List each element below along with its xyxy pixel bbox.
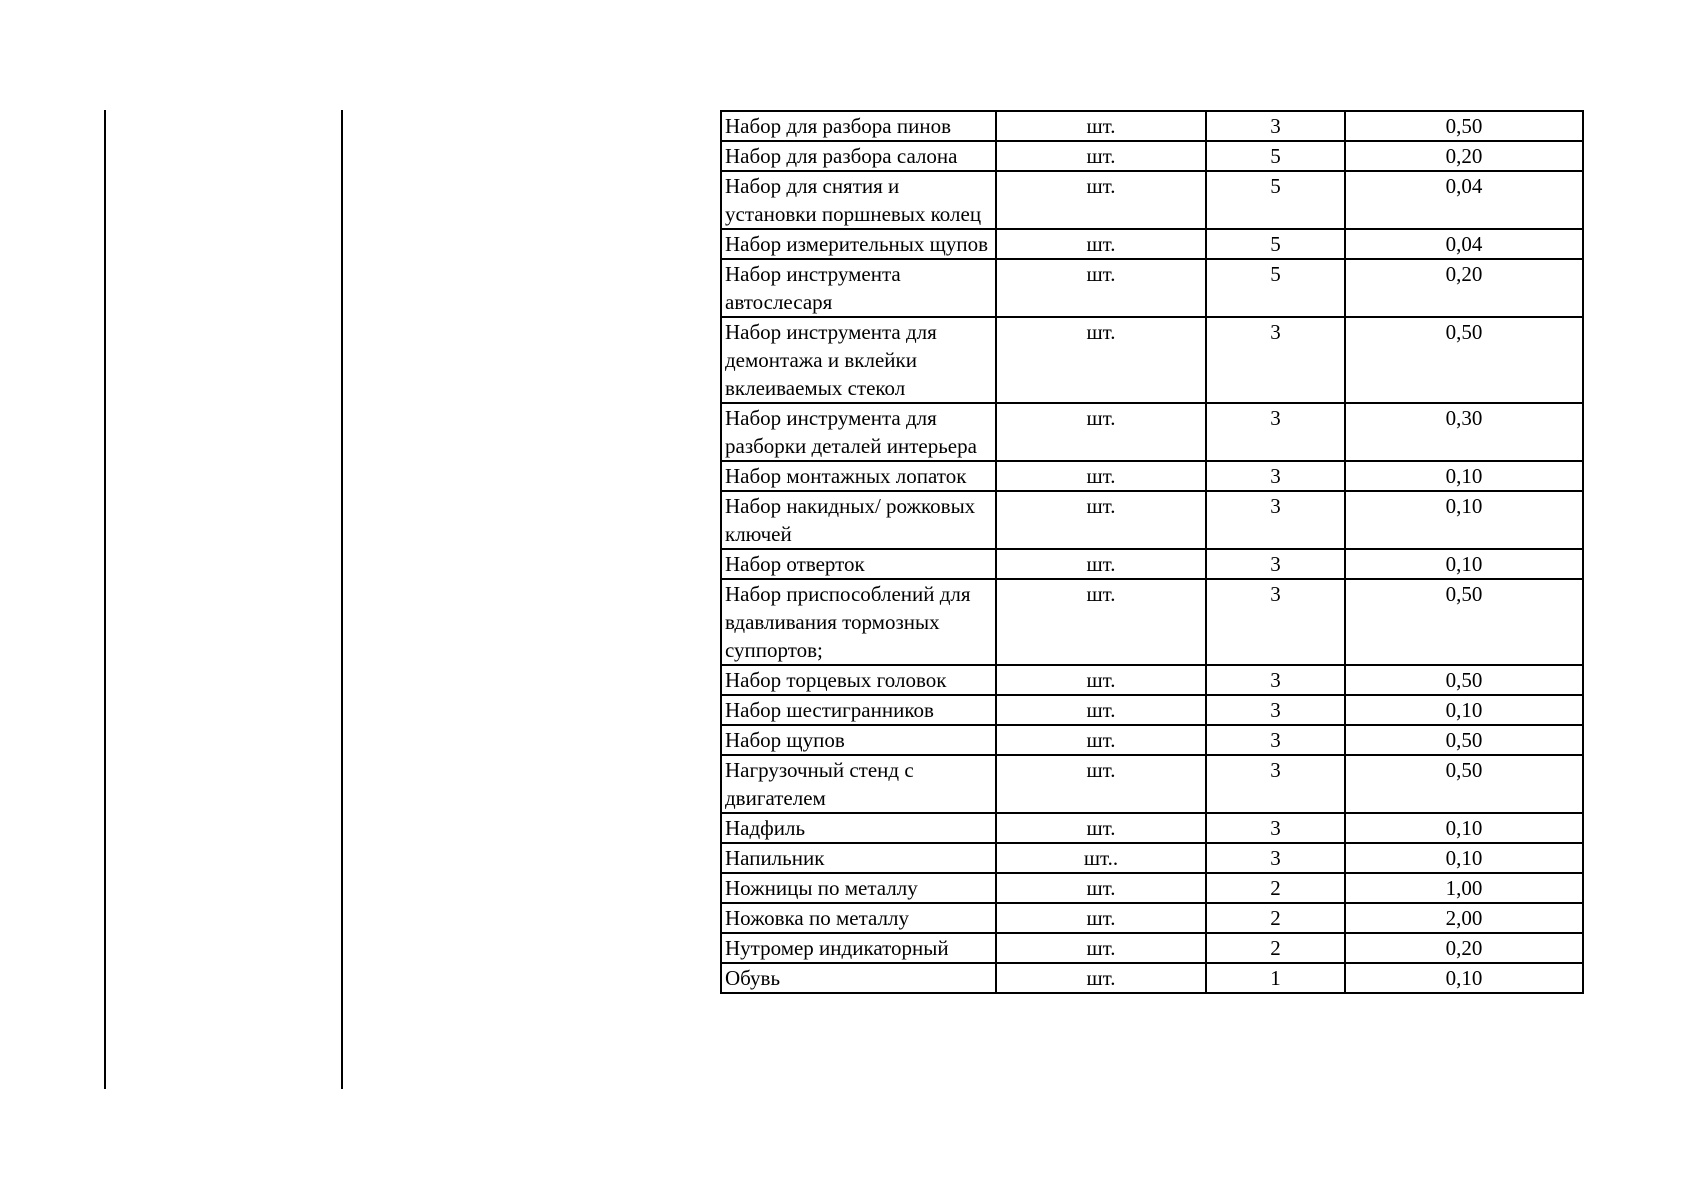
item-name-cell: Набор щупов bbox=[721, 725, 996, 755]
unit-cell: шт. bbox=[996, 695, 1206, 725]
unit-cell: шт. bbox=[996, 141, 1206, 171]
equipment-table bbox=[720, 110, 1584, 994]
value-cell: 2,00 bbox=[1345, 903, 1583, 933]
unit-cell: шт. bbox=[996, 933, 1206, 963]
unit-cell: шт. bbox=[996, 813, 1206, 843]
table-row bbox=[721, 111, 1583, 141]
unit-cell: шт. bbox=[996, 873, 1206, 903]
unit-cell: шт. bbox=[996, 229, 1206, 259]
unit-cell: шт. bbox=[996, 171, 1206, 229]
quantity-cell: 1 bbox=[1206, 963, 1345, 993]
table-row bbox=[721, 963, 1583, 993]
table-row bbox=[721, 665, 1583, 695]
table-row bbox=[721, 549, 1583, 579]
unit-cell: шт. bbox=[996, 111, 1206, 141]
quantity-cell: 3 bbox=[1206, 461, 1345, 491]
value-cell: 0,10 bbox=[1345, 963, 1583, 993]
table-row bbox=[721, 695, 1583, 725]
value-cell: 0,50 bbox=[1345, 111, 1583, 141]
table-row bbox=[721, 461, 1583, 491]
table-row bbox=[721, 725, 1583, 755]
quantity-cell: 3 bbox=[1206, 843, 1345, 873]
quantity-cell: 2 bbox=[1206, 933, 1345, 963]
table-row bbox=[721, 873, 1583, 903]
unit-cell: шт. bbox=[996, 725, 1206, 755]
unit-cell: шт. bbox=[996, 755, 1206, 813]
value-cell: 0,10 bbox=[1345, 491, 1583, 549]
item-name-cell: Набор шестигранников bbox=[721, 695, 996, 725]
value-cell: 0,04 bbox=[1345, 229, 1583, 259]
unit-cell: шт. bbox=[996, 461, 1206, 491]
quantity-cell: 5 bbox=[1206, 171, 1345, 229]
item-name-cell: Надфиль bbox=[721, 813, 996, 843]
item-name-cell: Обувь bbox=[721, 963, 996, 993]
item-name-cell: Набор измерительных щупов bbox=[721, 229, 996, 259]
quantity-cell: 3 bbox=[1206, 403, 1345, 461]
unit-cell: шт. bbox=[996, 903, 1206, 933]
value-cell: 0,50 bbox=[1345, 755, 1583, 813]
value-cell: 0,50 bbox=[1345, 725, 1583, 755]
value-cell: 0,20 bbox=[1345, 141, 1583, 171]
value-cell: 1,00 bbox=[1345, 873, 1583, 903]
quantity-cell: 3 bbox=[1206, 725, 1345, 755]
unit-cell: шт. bbox=[996, 665, 1206, 695]
item-name-cell: Набор инструмента для демонтажа и вклейки вклеиваемых стекол bbox=[721, 317, 996, 403]
item-name-cell: Напильник bbox=[721, 843, 996, 873]
unit-cell: шт. bbox=[996, 259, 1206, 317]
table-row bbox=[721, 229, 1583, 259]
quantity-cell: 2 bbox=[1206, 873, 1345, 903]
table-row bbox=[721, 903, 1583, 933]
item-name-cell: Набор отверток bbox=[721, 549, 996, 579]
value-cell: 0,20 bbox=[1345, 259, 1583, 317]
unit-cell: шт. bbox=[996, 963, 1206, 993]
quantity-cell: 2 bbox=[1206, 903, 1345, 933]
quantity-cell: 3 bbox=[1206, 695, 1345, 725]
quantity-cell: 3 bbox=[1206, 813, 1345, 843]
table-row bbox=[721, 141, 1583, 171]
left-border-line bbox=[104, 110, 106, 1089]
quantity-cell: 5 bbox=[1206, 259, 1345, 317]
unit-cell: шт.. bbox=[996, 843, 1206, 873]
table-row bbox=[721, 317, 1583, 403]
item-name-cell: Нагрузочный стенд с двигателем bbox=[721, 755, 996, 813]
unit-cell: шт. bbox=[996, 491, 1206, 549]
item-name-cell: Набор накидных/ рожковых ключей bbox=[721, 491, 996, 549]
equipment-table-body bbox=[721, 111, 1583, 993]
item-name-cell: Набор для разбора салона bbox=[721, 141, 996, 171]
item-name-cell: Набор торцевых головок bbox=[721, 665, 996, 695]
item-name-cell: Набор для снятия и установки поршневых колец bbox=[721, 171, 996, 229]
value-cell: 0,50 bbox=[1345, 579, 1583, 665]
quantity-cell: 5 bbox=[1206, 141, 1345, 171]
unit-cell: шт. bbox=[996, 549, 1206, 579]
value-cell: 0,10 bbox=[1345, 843, 1583, 873]
unit-cell: шт. bbox=[996, 403, 1206, 461]
table-row bbox=[721, 933, 1583, 963]
item-name-cell: Ножницы по металлу bbox=[721, 873, 996, 903]
quantity-cell: 3 bbox=[1206, 491, 1345, 549]
item-name-cell: Набор инструмента автослесаря bbox=[721, 259, 996, 317]
item-name-cell: Ножовка по металлу bbox=[721, 903, 996, 933]
value-cell: 0,50 bbox=[1345, 665, 1583, 695]
value-cell: 0,30 bbox=[1345, 403, 1583, 461]
quantity-cell: 3 bbox=[1206, 549, 1345, 579]
item-name-cell: Набор приспособлений для вдавливания тормозных суппортов; bbox=[721, 579, 996, 665]
item-name-cell: Набор инструмента для разборки деталей интерьера bbox=[721, 403, 996, 461]
value-cell: 0,20 bbox=[1345, 933, 1583, 963]
table-row bbox=[721, 491, 1583, 549]
quantity-cell: 5 bbox=[1206, 229, 1345, 259]
item-name-cell: Нутромер индикаторный bbox=[721, 933, 996, 963]
quantity-cell: 3 bbox=[1206, 755, 1345, 813]
column-divider-line bbox=[341, 110, 343, 1089]
value-cell: 0,10 bbox=[1345, 461, 1583, 491]
table-row bbox=[721, 755, 1583, 813]
unit-cell: шт. bbox=[996, 579, 1206, 665]
table-row bbox=[721, 259, 1583, 317]
quantity-cell: 3 bbox=[1206, 317, 1345, 403]
table-row bbox=[721, 403, 1583, 461]
value-cell: 0,04 bbox=[1345, 171, 1583, 229]
table-row bbox=[721, 843, 1583, 873]
table-row bbox=[721, 579, 1583, 665]
value-cell: 0,10 bbox=[1345, 813, 1583, 843]
quantity-cell: 3 bbox=[1206, 111, 1345, 141]
item-name-cell: Набор для разбора пинов bbox=[721, 111, 996, 141]
value-cell: 0,10 bbox=[1345, 549, 1583, 579]
quantity-cell: 3 bbox=[1206, 579, 1345, 665]
table-row bbox=[721, 813, 1583, 843]
unit-cell: шт. bbox=[996, 317, 1206, 403]
table-row bbox=[721, 171, 1583, 229]
value-cell: 0,10 bbox=[1345, 695, 1583, 725]
item-name-cell: Набор монтажных лопаток bbox=[721, 461, 996, 491]
value-cell: 0,50 bbox=[1345, 317, 1583, 403]
quantity-cell: 3 bbox=[1206, 665, 1345, 695]
